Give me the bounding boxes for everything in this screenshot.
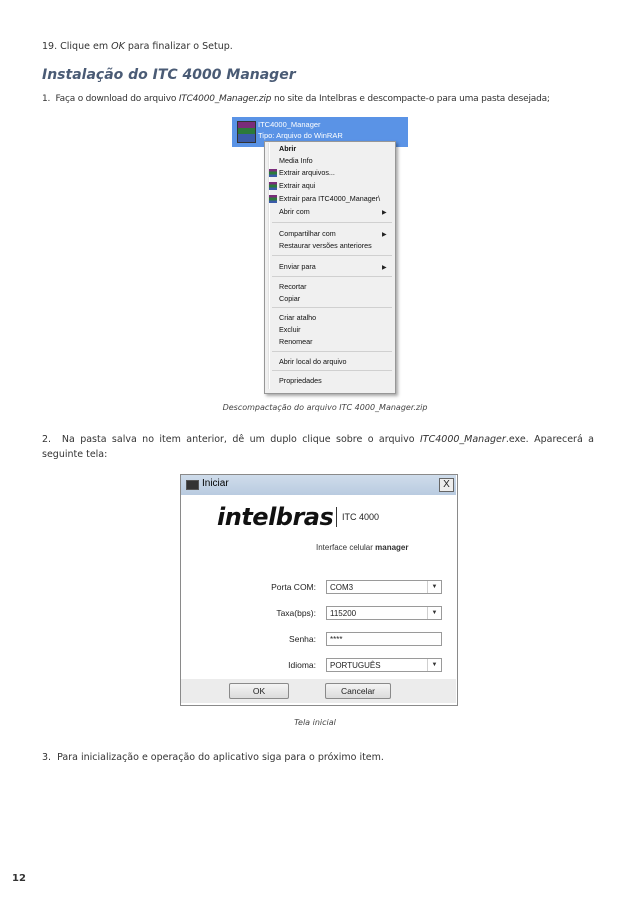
menu-separator — [272, 222, 392, 223]
menu-separator — [272, 276, 392, 277]
figure-caption: Tela inicial — [294, 718, 336, 727]
menu-item-media-info[interactable]: Media Info — [279, 156, 313, 165]
section-heading: Instalação do ITC 4000 Manager — [42, 67, 296, 83]
idioma-label: Idioma: — [288, 660, 316, 670]
winrar-icon — [269, 195, 277, 203]
menu-item-excluir[interactable]: Excluir — [279, 325, 301, 334]
logo-model: ITC 4000 — [342, 512, 380, 522]
winrar-icon — [269, 182, 277, 190]
menu-item-propriedades[interactable]: Propriedades — [279, 376, 322, 385]
winrar-icon — [269, 169, 277, 177]
close-button[interactable]: X — [439, 478, 454, 492]
chevron-down-icon: ▼ — [427, 607, 441, 619]
menu-separator — [272, 351, 392, 352]
menu-item-restaurar-versoes[interactable]: Restaurar versões anteriores — [279, 241, 372, 250]
menu-item-abrir-local[interactable]: Abrir local do arquivo — [279, 357, 347, 366]
step-3: 3. Para inicialização e operação do aplicativo siga para o próximo item. — [42, 752, 384, 763]
menu-item-extrair-aqui[interactable]: Extrair aqui — [279, 181, 316, 190]
menu-item-enviar-para[interactable]: Enviar para — [279, 262, 316, 271]
dialog-subtitle: Interface celular manager — [316, 543, 409, 552]
menu-item-abrir[interactable]: Abrir — [279, 144, 297, 153]
submenu-arrow-icon: ▶ — [382, 231, 387, 238]
app-icon — [186, 480, 199, 490]
porta-com-label: Porta COM: — [271, 582, 316, 592]
porta-com-select[interactable]: COM3 ▼ — [326, 580, 442, 594]
menu-item-abrir-com[interactable]: Abrir com — [279, 207, 310, 216]
logo-divider — [336, 507, 337, 527]
menu-item-extrair-arquivos[interactable]: Extrair arquivos... — [279, 168, 335, 177]
intelbras-logo: intelbras — [217, 503, 334, 531]
menu-item-renomear[interactable]: Renomear — [279, 337, 313, 346]
cancel-button[interactable]: Cancelar — [325, 683, 391, 699]
step-2: 2. Na pasta salva no item anterior, dê um duplo clique sobre o arquivo ITC4000_Manager.exe. Aparecerá a seguinte tela: — [42, 434, 594, 460]
dialog-title: Iniciar — [202, 478, 229, 489]
senha-input[interactable]: **** — [326, 632, 442, 646]
step-1: 1. Faça o download do arquivo ITC4000_Manager.zip no site da Intelbras e descompacte-o para uma pasta desejada; — [42, 94, 550, 104]
figure-caption: Descompactação do arquivo ITC 4000_Manager.zip — [222, 403, 428, 412]
winrar-file-icon — [237, 121, 256, 143]
file-info: ITC4000_Manager Tipo: Arquivo do WinRAR — [258, 120, 343, 140]
menu-item-recortar[interactable]: Recortar — [279, 282, 307, 291]
ok-button[interactable]: OK — [229, 683, 289, 699]
dialog-button-bar — [181, 679, 456, 703]
menu-item-copiar[interactable]: Copiar — [279, 294, 301, 303]
menu-item-criar-atalho[interactable]: Criar atalho — [279, 313, 317, 322]
step-19: 19. Clique em OK para finalizar o Setup. — [42, 41, 233, 52]
menu-separator — [272, 255, 392, 256]
page-number: 12 — [12, 873, 26, 884]
menu-item-compartilhar-com[interactable]: Compartilhar com — [279, 229, 336, 238]
menu-item-extrair-para[interactable]: Extrair para ITC4000_Manager\ — [279, 194, 381, 203]
menu-gutter — [268, 143, 270, 389]
idioma-select[interactable]: PORTUGUÊS ▼ — [326, 658, 442, 672]
chevron-down-icon: ▼ — [427, 659, 441, 671]
taxa-select[interactable]: 115200 ▼ — [326, 606, 442, 620]
menu-separator — [272, 370, 392, 371]
senha-label: Senha: — [289, 634, 316, 644]
submenu-arrow-icon: ▶ — [382, 209, 387, 216]
submenu-arrow-icon: ▶ — [382, 264, 387, 271]
menu-separator — [272, 307, 392, 308]
taxa-label: Taxa(bps): — [276, 608, 316, 618]
chevron-down-icon: ▼ — [427, 581, 441, 593]
